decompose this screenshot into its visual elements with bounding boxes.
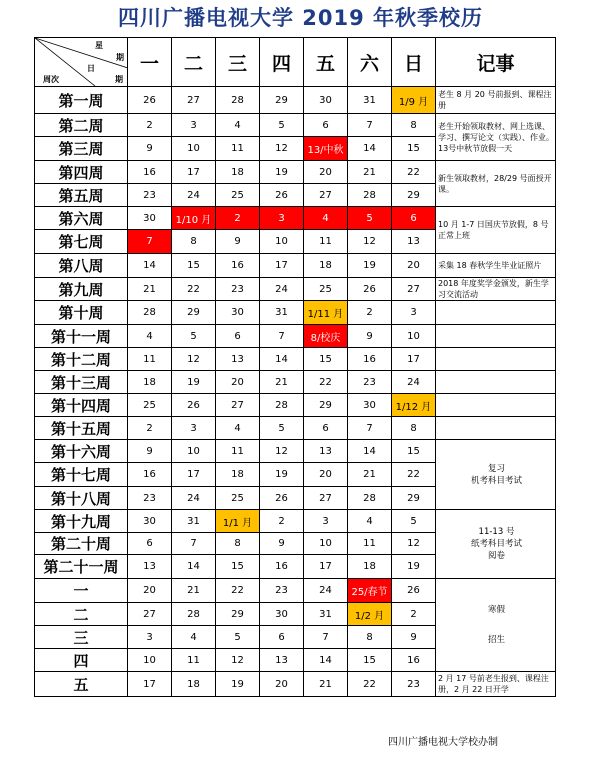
note-cell <box>436 371 556 394</box>
week-label: 第七周 <box>35 230 128 254</box>
day-cell: 19 <box>392 555 436 579</box>
day-cell: 14 <box>348 137 392 161</box>
day-cell: 22 <box>216 579 260 603</box>
day-header-thu: 四 <box>260 38 304 87</box>
day-cell: 30 <box>128 207 172 230</box>
day-cell: 22 <box>348 672 392 697</box>
day-cell: 4 <box>348 510 392 533</box>
day-cell: 21 <box>128 278 172 301</box>
day-cell: 18 <box>348 555 392 579</box>
day-cell: 17 <box>260 254 304 278</box>
day-cell: 30 <box>260 603 304 626</box>
day-cell: 24 <box>172 487 216 510</box>
week-label: 第十周 <box>35 301 128 325</box>
day-cell: 3 <box>172 417 216 440</box>
day-cell: 10 <box>392 325 436 348</box>
day-cell: 19 <box>172 371 216 394</box>
day-cell: 17 <box>172 161 216 184</box>
day-cell: 9 <box>216 230 260 254</box>
week-label: 第十三周 <box>35 371 128 394</box>
week-row <box>35 254 556 278</box>
week-row <box>35 207 556 230</box>
week-row <box>35 672 556 697</box>
day-cell: 5 <box>172 325 216 348</box>
note-text: 2 月 17 号前老生报到、课程注册，2 月 22 日开学 <box>438 674 549 694</box>
day-cell: 17 <box>304 555 348 579</box>
week-row <box>35 87 556 114</box>
day-cell: 16 <box>216 254 260 278</box>
day-cell: 15 <box>348 649 392 672</box>
day-cell: 12 <box>260 137 304 161</box>
day-cell: 27 <box>392 278 436 301</box>
day-cell: 26 <box>260 487 304 510</box>
day-header-fri: 五 <box>304 38 348 87</box>
day-cell: 18 <box>216 161 260 184</box>
week-row <box>35 417 556 440</box>
week-label: 第六周 <box>35 207 128 230</box>
day-cell: 8 <box>172 230 216 254</box>
day-cell: 6 <box>304 417 348 440</box>
day-header-mon: 一 <box>128 38 172 87</box>
week-label: 三 <box>35 626 128 649</box>
day-cell: 30 <box>128 510 172 533</box>
note-text: 10 月 1-7 日国庆节放假，8 号正常上班 <box>438 220 549 240</box>
calendar-title: 四川广播电视大学 2019 年秋季校历 <box>117 6 484 30</box>
week-row <box>35 348 556 371</box>
day-cell: 13 <box>304 440 348 463</box>
day-header-sat: 六 <box>348 38 392 87</box>
day-cell: 7 <box>260 325 304 348</box>
day-cell: 20 <box>392 254 436 278</box>
day-cell: 15 <box>172 254 216 278</box>
day-cell: 31 <box>260 301 304 325</box>
day-cell: 25/春节 <box>348 579 392 603</box>
day-cell: 17 <box>128 672 172 697</box>
week-label: 四 <box>35 649 128 672</box>
week-row <box>35 394 556 417</box>
day-cell: 31 <box>172 510 216 533</box>
day-cell: 9 <box>128 137 172 161</box>
day-cell: 20 <box>260 672 304 697</box>
note-text: 老生 8 月 20 号前报到、课程注册 <box>438 90 552 110</box>
day-cell: 12 <box>348 230 392 254</box>
day-cell: 8 <box>392 417 436 440</box>
day-cell: 23 <box>392 672 436 697</box>
day-cell: 25 <box>304 278 348 301</box>
note-cell <box>436 510 556 579</box>
calendar-body <box>35 87 556 697</box>
day-cell: 12 <box>260 440 304 463</box>
day-cell: 29 <box>392 184 436 207</box>
day-cell: 7 <box>172 533 216 555</box>
week-label: 第十九周 <box>35 510 128 533</box>
day-cell: 8/校庆 <box>304 325 348 348</box>
day-cell: 22 <box>304 371 348 394</box>
day-cell: 5 <box>392 510 436 533</box>
day-cell: 1/11 月 <box>304 301 348 325</box>
day-cell: 29 <box>172 301 216 325</box>
day-cell: 3 <box>260 207 304 230</box>
day-cell: 15 <box>304 348 348 371</box>
note-cell <box>436 417 556 440</box>
note-cell <box>436 394 556 417</box>
day-cell: 26 <box>348 278 392 301</box>
week-label: 五 <box>35 672 128 697</box>
day-cell: 14 <box>304 649 348 672</box>
note-text: 纸考科目考试 <box>470 539 522 549</box>
note-cell <box>436 325 556 348</box>
day-cell: 24 <box>172 184 216 207</box>
corner-label-ri: 日 <box>87 64 95 73</box>
day-cell: 1/1 月 <box>216 510 260 533</box>
note-cell <box>436 348 556 371</box>
note-text: 采集 18 春秋学生毕业证照片 <box>438 261 542 270</box>
day-cell: 13/中秋 <box>304 137 348 161</box>
day-cell: 9 <box>128 440 172 463</box>
day-cell: 14 <box>348 440 392 463</box>
day-cell: 21 <box>172 579 216 603</box>
week-row <box>35 579 556 603</box>
note-cell <box>436 254 556 278</box>
day-cell: 25 <box>216 487 260 510</box>
week-label: 第十五周 <box>35 417 128 440</box>
day-cell: 7 <box>348 417 392 440</box>
day-cell: 20 <box>304 161 348 184</box>
note-cell <box>436 87 556 114</box>
day-header-wed: 三 <box>216 38 260 87</box>
day-cell: 13 <box>260 649 304 672</box>
day-cell: 26 <box>260 184 304 207</box>
day-cell: 28 <box>216 87 260 114</box>
day-cell: 18 <box>304 254 348 278</box>
day-cell: 28 <box>348 487 392 510</box>
day-cell: 26 <box>128 87 172 114</box>
week-label: 第十七周 <box>35 463 128 487</box>
day-cell: 4 <box>128 325 172 348</box>
day-cell: 16 <box>348 348 392 371</box>
day-cell: 4 <box>216 114 260 137</box>
day-cell: 3 <box>304 510 348 533</box>
day-cell: 6 <box>128 533 172 555</box>
week-row <box>35 114 556 137</box>
week-row <box>35 510 556 533</box>
day-cell: 17 <box>172 463 216 487</box>
week-row <box>35 161 556 184</box>
week-row <box>35 301 556 325</box>
day-cell: 10 <box>172 137 216 161</box>
day-cell: 21 <box>348 161 392 184</box>
note-cell <box>436 207 556 254</box>
day-cell: 23 <box>128 184 172 207</box>
week-row <box>35 325 556 348</box>
note-text: 复习 <box>487 463 505 474</box>
week-label: 二 <box>35 603 128 626</box>
day-cell: 28 <box>348 184 392 207</box>
day-cell: 11 <box>216 137 260 161</box>
week-label: 第九周 <box>35 278 128 301</box>
day-header-tue: 二 <box>172 38 216 87</box>
day-cell: 3 <box>172 114 216 137</box>
day-cell: 11 <box>172 649 216 672</box>
week-label: 第三周 <box>35 137 128 161</box>
day-cell: 30 <box>348 394 392 417</box>
day-cell: 27 <box>216 394 260 417</box>
note-text: 阅卷 <box>487 551 505 561</box>
day-cell: 5 <box>348 207 392 230</box>
day-cell: 28 <box>128 301 172 325</box>
day-cell: 16 <box>260 555 304 579</box>
day-cell: 11 <box>304 230 348 254</box>
day-cell: 20 <box>304 463 348 487</box>
day-cell: 22 <box>392 463 436 487</box>
day-cell: 7 <box>348 114 392 137</box>
day-cell: 24 <box>392 371 436 394</box>
day-cell: 20 <box>216 371 260 394</box>
day-cell: 19 <box>216 672 260 697</box>
note-cell <box>436 278 556 301</box>
day-cell: 30 <box>216 301 260 325</box>
week-label: 第二周 <box>35 114 128 137</box>
day-cell: 5 <box>260 114 304 137</box>
day-cell: 15 <box>216 555 260 579</box>
week-label: 第二十周 <box>35 533 128 555</box>
day-cell: 30 <box>304 87 348 114</box>
note-cell <box>436 579 556 672</box>
day-cell: 27 <box>128 603 172 626</box>
week-row <box>35 440 556 463</box>
note-cell <box>436 440 556 510</box>
note-text: 老生开始领取教材、网上选课、学习、撰写论文（实践）、作业。13号中秋节放假一天 <box>438 121 554 153</box>
note-text: 机考科目考试 <box>470 475 522 486</box>
week-label: 第十八周 <box>35 487 128 510</box>
day-cell: 2 <box>392 603 436 626</box>
day-cell: 29 <box>216 603 260 626</box>
day-cell: 14 <box>128 254 172 278</box>
week-label: 第二十一周 <box>35 555 128 579</box>
day-cell: 11 <box>128 348 172 371</box>
day-cell: 26 <box>392 579 436 603</box>
day-cell: 6 <box>304 114 348 137</box>
day-cell: 19 <box>260 161 304 184</box>
week-label: 第四周 <box>35 161 128 184</box>
day-cell: 2 <box>128 114 172 137</box>
day-cell: 23 <box>348 371 392 394</box>
day-cell: 18 <box>172 672 216 697</box>
day-cell: 6 <box>392 207 436 230</box>
day-cell: 2 <box>216 207 260 230</box>
day-cell: 9 <box>348 325 392 348</box>
day-cell: 23 <box>128 487 172 510</box>
week-row <box>35 278 556 301</box>
corner-label-qi2: 期 <box>115 75 123 84</box>
day-cell: 15 <box>392 440 436 463</box>
note-cell <box>436 301 556 325</box>
day-cell: 27 <box>172 87 216 114</box>
day-cell: 4 <box>304 207 348 230</box>
day-cell: 18 <box>216 463 260 487</box>
day-cell: 28 <box>260 394 304 417</box>
day-cell: 27 <box>304 487 348 510</box>
day-cell: 8 <box>216 533 260 555</box>
note-text: 寒假 <box>487 605 505 615</box>
day-cell: 21 <box>304 672 348 697</box>
day-cell: 1/12 月 <box>392 394 436 417</box>
day-cell: 5 <box>216 626 260 649</box>
note-text: 新生领取教材，28/29 号面授开课。 <box>438 173 552 194</box>
week-label: 第十一周 <box>35 325 128 348</box>
day-cell: 14 <box>260 348 304 371</box>
day-cell: 25 <box>216 184 260 207</box>
day-cell: 19 <box>260 463 304 487</box>
school-calendar-table <box>34 37 556 697</box>
day-cell: 19 <box>348 254 392 278</box>
day-cell: 27 <box>304 184 348 207</box>
day-cell: 13 <box>216 348 260 371</box>
day-cell: 3 <box>128 626 172 649</box>
week-label: 一 <box>35 579 128 603</box>
day-cell: 29 <box>392 487 436 510</box>
day-cell: 9 <box>392 626 436 649</box>
day-cell: 1/2 月 <box>348 603 392 626</box>
day-cell: 13 <box>128 555 172 579</box>
day-cell: 10 <box>128 649 172 672</box>
day-cell: 20 <box>128 579 172 603</box>
day-cell: 29 <box>304 394 348 417</box>
note-cell <box>436 161 556 207</box>
notes-header: 记事 <box>436 38 556 87</box>
day-cell: 21 <box>348 463 392 487</box>
day-cell: 11 <box>348 533 392 555</box>
day-cell: 8 <box>348 626 392 649</box>
day-cell: 1/10 月 <box>172 207 216 230</box>
day-cell: 7 <box>304 626 348 649</box>
day-cell: 9 <box>260 533 304 555</box>
day-cell: 4 <box>216 417 260 440</box>
day-cell: 6 <box>260 626 304 649</box>
day-cell: 16 <box>392 649 436 672</box>
day-cell: 13 <box>392 230 436 254</box>
day-cell: 10 <box>172 440 216 463</box>
day-cell: 2 <box>348 301 392 325</box>
day-cell: 12 <box>172 348 216 371</box>
day-cell: 6 <box>216 325 260 348</box>
day-cell: 12 <box>216 649 260 672</box>
day-cell: 23 <box>260 579 304 603</box>
day-cell: 22 <box>172 278 216 301</box>
day-cell: 4 <box>172 626 216 649</box>
day-cell: 24 <box>304 579 348 603</box>
note-text: 2018 年度奖学金颁发，新生学习交流活动 <box>438 279 549 299</box>
day-cell: 22 <box>392 161 436 184</box>
day-cell: 31 <box>348 87 392 114</box>
day-cell: 25 <box>128 394 172 417</box>
day-cell: 29 <box>260 87 304 114</box>
day-cell: 5 <box>260 417 304 440</box>
day-cell: 17 <box>392 348 436 371</box>
day-header-sun: 日 <box>392 38 436 87</box>
week-label: 第八周 <box>35 254 128 278</box>
day-cell: 26 <box>172 394 216 417</box>
day-cell: 2 <box>128 417 172 440</box>
header-corner <box>35 38 128 87</box>
week-label: 第十四周 <box>35 394 128 417</box>
day-cell: 3 <box>392 301 436 325</box>
note-cell <box>436 114 556 161</box>
day-cell: 24 <box>260 278 304 301</box>
day-cell: 28 <box>172 603 216 626</box>
week-label: 第五周 <box>35 184 128 207</box>
day-cell: 2 <box>260 510 304 533</box>
corner-label-xing: 星 <box>95 41 103 50</box>
day-cell: 1/9 月 <box>392 87 436 114</box>
week-label: 第一周 <box>35 87 128 114</box>
day-cell: 11 <box>216 440 260 463</box>
corner-label-zhouci: 周次 <box>43 75 59 84</box>
day-cell: 18 <box>128 371 172 394</box>
day-cell: 21 <box>260 371 304 394</box>
day-cell: 16 <box>128 161 172 184</box>
day-cell: 10 <box>304 533 348 555</box>
day-cell: 31 <box>304 603 348 626</box>
week-label: 第十六周 <box>35 440 128 463</box>
note-text: 11-13 号 <box>478 527 515 537</box>
day-cell: 7 <box>128 230 172 254</box>
day-cell: 10 <box>260 230 304 254</box>
week-label: 第十二周 <box>35 348 128 371</box>
week-row <box>35 371 556 394</box>
day-cell: 23 <box>216 278 260 301</box>
note-cell <box>436 672 556 697</box>
day-cell: 15 <box>392 137 436 161</box>
note-text: 招生 <box>487 635 505 645</box>
day-cell: 14 <box>172 555 216 579</box>
footer-issuer: 四川广播电视大学校办制 <box>388 737 498 748</box>
corner-label-qi: 期 <box>116 53 124 62</box>
day-cell: 8 <box>392 114 436 137</box>
day-cell: 16 <box>128 463 172 487</box>
day-cell: 12 <box>392 533 436 555</box>
